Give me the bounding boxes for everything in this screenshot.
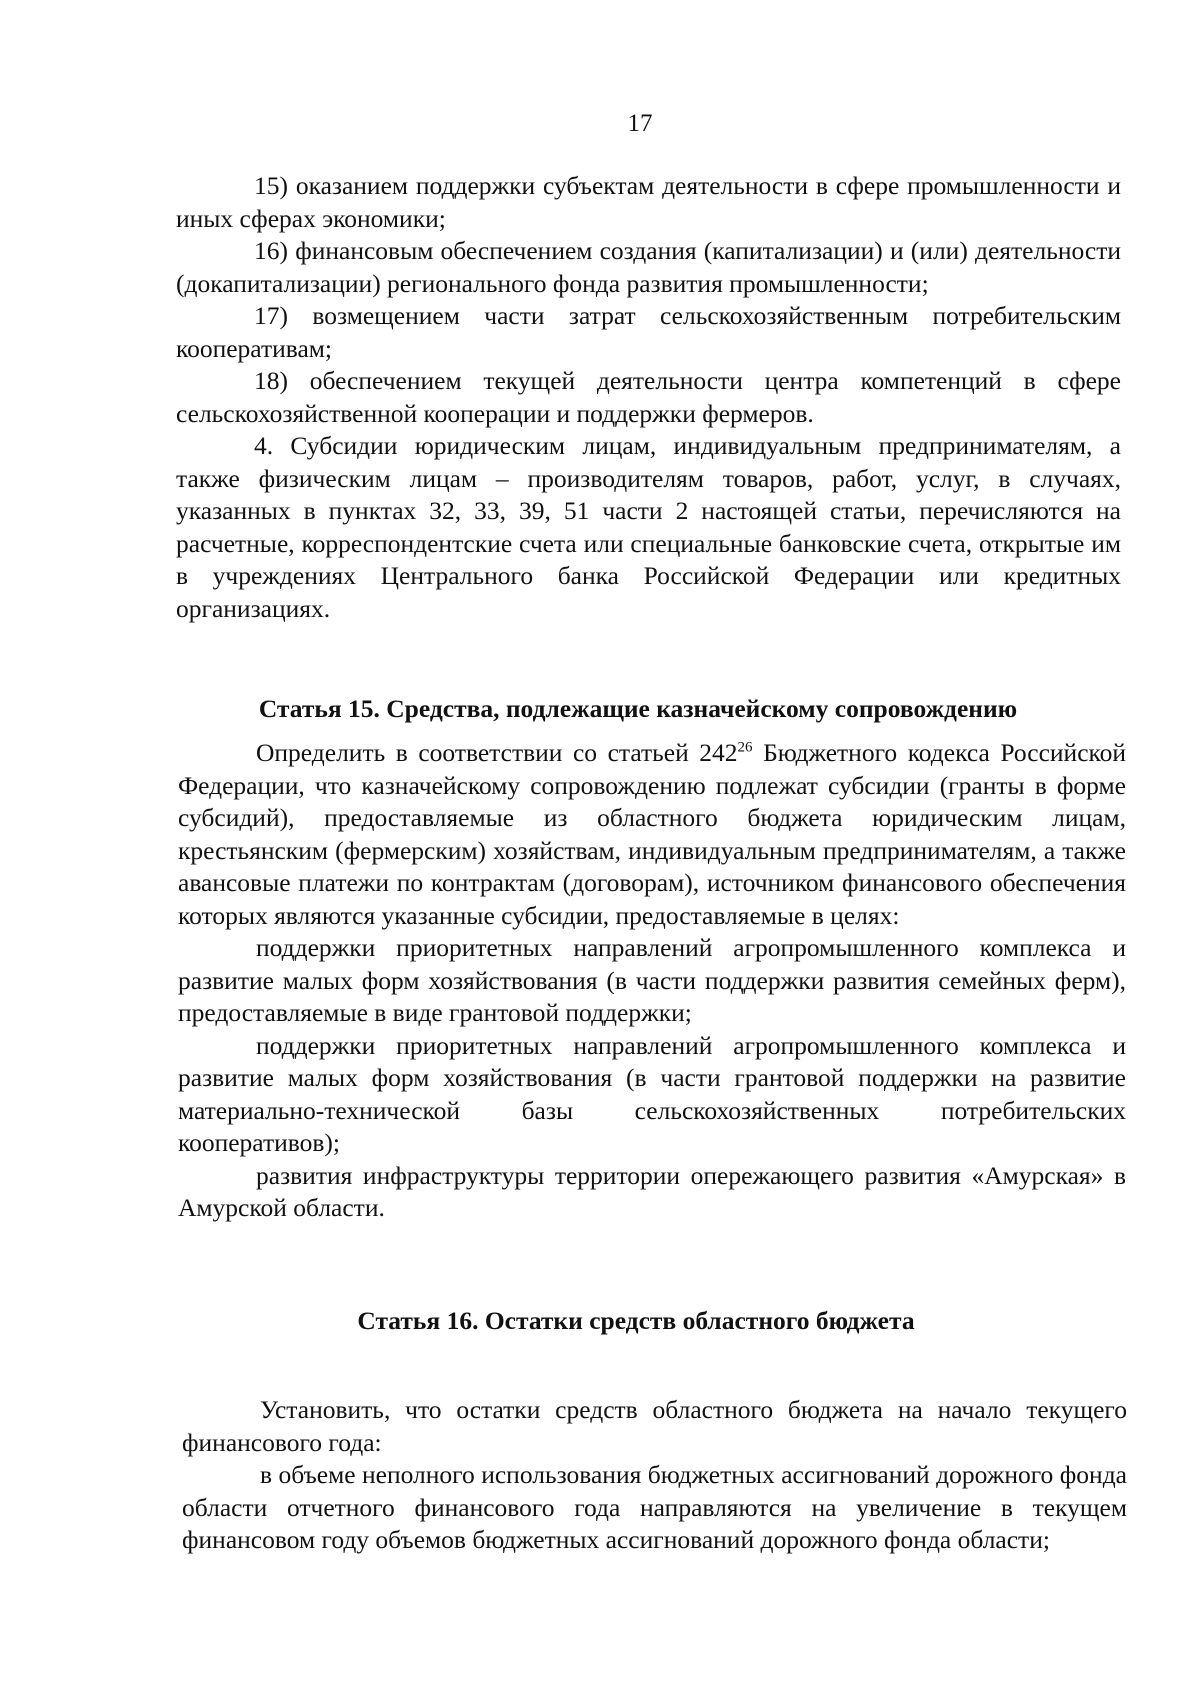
article-15-heading: Статья 15. Средства, подлежащие казначейскому сопровождению	[258, 694, 1018, 723]
item-16-paragraph: 16) финансовым обеспечением создания (капитализации) и (или) деятельности (докапитализации) регионального фонда развития промышленности;	[176, 236, 1121, 298]
article-15-intro-superscript: 26	[737, 739, 753, 756]
article-15-item-3: развития инфраструктуры территории опережающего развития «Амурская» в Амурской области.	[178, 1160, 1126, 1222]
article-16-heading: Статья 16. Остатки средств областного бюджета	[357, 1306, 915, 1335]
item-18-paragraph: 18) обеспечением текущей деятельности центра компетенций в сфере сельскохозяйственной кооперации и поддержки фермеров.	[176, 366, 1121, 428]
article-15-intro-end: Бюджетного кодекса Российской Федерации, что казначейскому сопровождению подлежат субсидии (гранты в форме субсидий), предоставляемые из областного бюджета юридическим лицам, крестьянским (фермерским) хозяйствам, индивидуальным предпринимателям, а также авансовые платежи по контрактам (договорам), источником финансового обеспечения которых являются указанные субсидии, предоставляемые в целях:	[178, 738, 1127, 930]
article-16-paragraph-1: Установить, что остатки средств областного бюджета на начало текущего финансового года:	[182, 1395, 1127, 1457]
article-15-intro-start: Определить в соответствии со статьей 242	[256, 738, 738, 767]
article-16-text	[182, 1394, 1127, 1557]
item-15-paragraph: 15) оказанием поддержки субъектам деятельности в сфере промышленности и иных сферах экономики;	[176, 171, 1121, 233]
article-15-item-1: поддержки приоритетных направлений агропромышленного комплекса и развитие малых форм хозяйствования (в части поддержки развития семейных ферм), предоставляемые в виде грантовой поддержки;	[178, 933, 1126, 1027]
item-17-paragraph: 17) возмещением части затрат сельскохозяйственным потребительским кооперативам;	[176, 301, 1121, 363]
page-number: 17	[627, 110, 653, 137]
article-15-text	[178, 737, 1126, 1225]
article-15-intro	[178, 737, 1126, 932]
part-4-paragraph: 4. Субсидии юридическим лицам, индивидуальным предпринимателям, а также физическим лицам – производителям товаров, работ, услуг, в случаях, указанных в пунктах 32, 33, 39, 51 части 2 настоящей статьи, перечисляются на расчетные, корреспондентские счета или специальные банковские счета, открытые им в учреждениях Центрального банка Российской Федерации или кредитных организациях.	[176, 431, 1121, 623]
article-15-item-2: поддержки приоритетных направлений агропромышленного комплекса и развитие малых форм хозяйствования (в части грантовой поддержки на развитие материально-технической базы сельскохозяйственных потребительских кооперативов);	[178, 1030, 1126, 1157]
section-1-text	[176, 170, 1121, 625]
article-16-paragraph-2: в объеме неполного использования бюджетных ассигнований дорожного фонда области отчетного финансового года направляются на увеличение в текущем финансовом году объемов бюджетных ассигнований дорожного фонда области;	[182, 1460, 1127, 1554]
